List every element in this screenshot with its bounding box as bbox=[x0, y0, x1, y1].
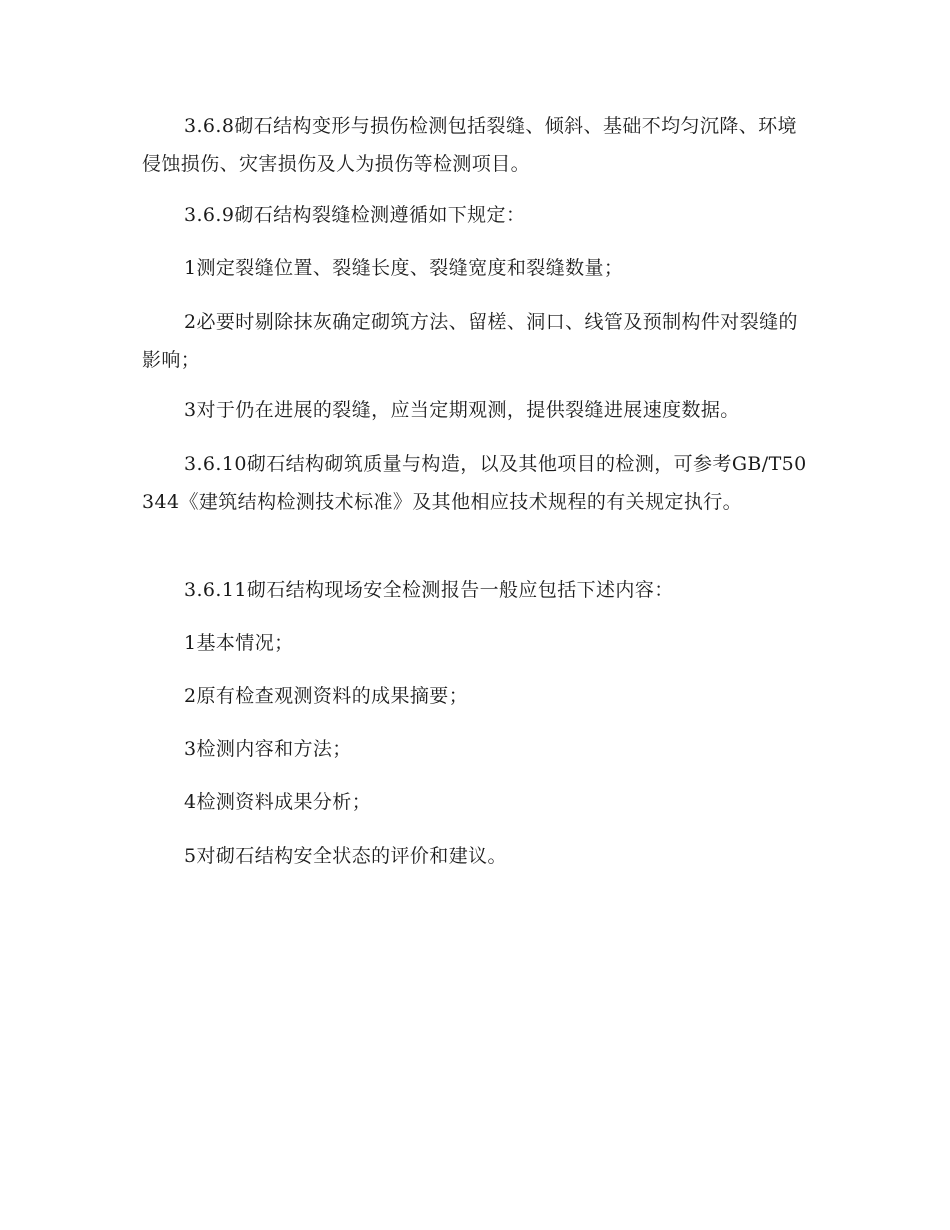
list-item-measure-cracks: 1测定裂缝位置、裂缝长度、裂缝宽度和裂缝数量； bbox=[184, 257, 624, 279]
report-item-basic-info: 1基本情况； bbox=[184, 632, 294, 654]
report-item-result-analysis: 4检测资料成果分析； bbox=[184, 791, 372, 813]
report-item-existing-summary: 2原有检查观测资料的成果摘要； bbox=[184, 685, 469, 707]
paragraph-3-6-9: 3.6.9砌石结构裂缝检测遵循如下规定： bbox=[184, 204, 526, 226]
list-item-periodic-observation: 3对于仍在进展的裂缝，应当定期观测，提供裂缝进展速度数据。 bbox=[184, 399, 740, 421]
paragraph-3-6-8: 3.6.8砌石结构变形与损伤检测包括裂缝、倾斜、基础不均匀沉降、环境侵蚀损伤、灾害损伤及人为损伤等检测项目。 bbox=[142, 115, 797, 175]
paragraph-3-6-10: 3.6.10砌石结构砌筑质量与构造，以及其他项目的检测，可参考GB/T50344《建筑结构检测技术标准》及其他相应技术规程的有关规定执行。 bbox=[142, 453, 807, 513]
list-item-remove-plaster: 2必要时剔除抹灰确定砌筑方法、留槎、洞口、线管及预制构件对裂缝的影响； bbox=[142, 311, 798, 371]
report-item-evaluation: 5对砌石结构安全状态的评价和建议。 bbox=[184, 845, 507, 867]
report-item-content-methods: 3检测内容和方法； bbox=[184, 738, 352, 760]
paragraph-3-6-11: 3.6.11砌石结构现场安全检测报告一般应包括下述内容： bbox=[184, 579, 674, 601]
